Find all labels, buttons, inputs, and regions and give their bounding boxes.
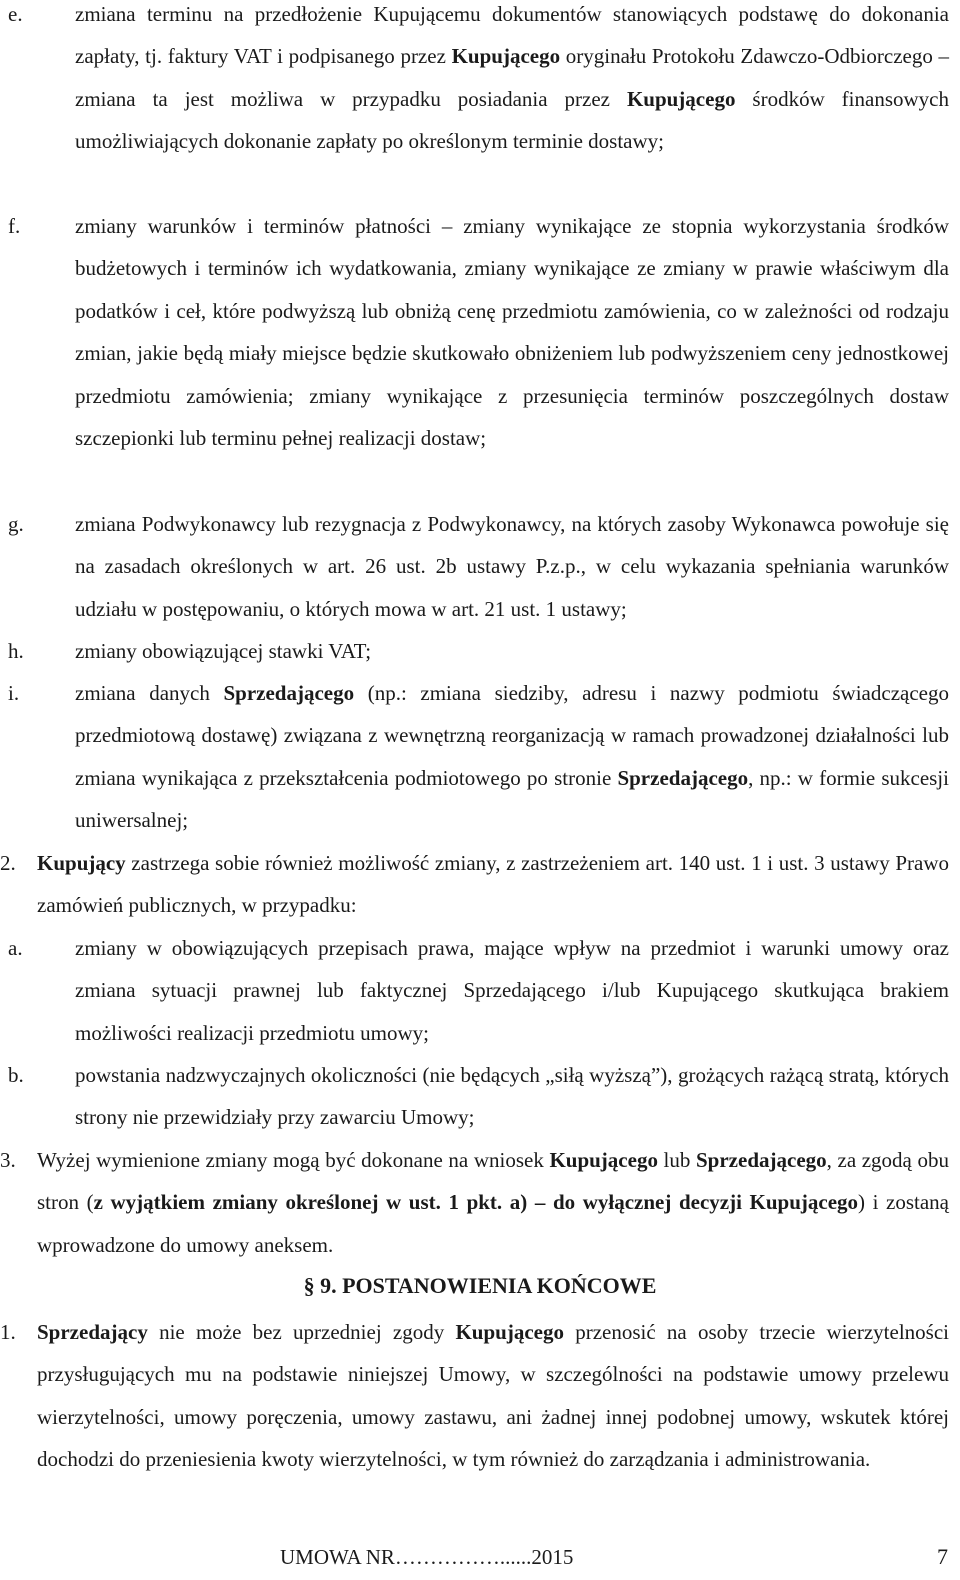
text-run: zmiana terminu na przedłożenie Kupującemu dokumentów stanowiących podstawę do dokonania zapłaty, tj. faktury VAT i podpisanego przez (75, 2, 949, 69)
text-run: powstania nadzwyczajnych okoliczności (nie będących „siłą wyższą”), grożących rażącą stratą, których strony nie przewidziały przy zawarciu Umowy; (75, 1063, 949, 1130)
text-run: ) i zostaną wprowadzone do umowy aneksem. (37, 1190, 949, 1257)
section-heading: § 9. POSTANOWIENIA KOŃCOWE (303, 1273, 657, 1298)
text-run: zastrzega sobie również możliwość zmiany, z zastrzeżeniem art. 140 ust. 1 i ust. 3 ustawy Prawo zamówień publicznych, w przypadku: (37, 851, 949, 918)
text-run: zmiana Podwykonawcy lub rezygnacja z Podwykonawcy, na których zasoby Wykonawca powołuje się na zasadach określonych w art. 26 ust. 2b ustawy P.z.p., w celu wykazania spełniania warunków udziału w postępowaniu, o których mowa w art. 21 ust. 1 ustawy; (75, 512, 949, 621)
list-item-label: 3. (0, 1148, 16, 1172)
list-item-label: 2. (0, 851, 16, 875)
bold-text-run: Sprzedającego (617, 765, 749, 790)
list-item-text (75, 927, 949, 1054)
list-item-label: f. (8, 214, 21, 238)
text-run: lub (657, 1148, 696, 1172)
text-run: zmiany warunków i terminów płatności – zmiany wynikające ze stopnia wykorzystania środków budżetowych i terminów ich wydatkowania, zmiany wynikające ze zmiany w prawie właściwym dla podatków i ceł, które podwyższą lub obniżą cenę przedmiotu zamówienia, co w zależności od rodzaju zmian, jakie będą miały miejsce będzie skutkowało obniżeniem lub podwyższeniem ceny jednostkowej przedmiotu zamówienia; zmiany wynikające z przesunięcia terminów poszczególnych dostaw szczepionki lub terminu pełnej realizacji dostaw; (75, 214, 949, 451)
list-item-text (37, 1139, 949, 1266)
list-item-label: 1. (0, 1320, 16, 1344)
list-item-text (37, 842, 949, 927)
bold-text-run: Kupującego (626, 86, 736, 111)
text-run: Wyżej wymienione zmiany mogą być dokonane na wniosek (37, 1148, 550, 1172)
list-item-label: g. (8, 512, 24, 536)
footer-document-reference: UMOWA NR……………......2015 (280, 1545, 574, 1569)
bold-text-run: Kupującego (451, 44, 561, 69)
text-run: oryginału Protokołu Zdawczo-Odbiorczego – zmiana ta jest możliwa w przypadku posiadania przez (75, 44, 949, 111)
list-item-label: b. (8, 1063, 24, 1087)
text-run: , np.: w formie sukcesji uniwersalnej; (75, 765, 949, 833)
bold-text-run: Sprzedającego (696, 1148, 827, 1172)
list-item-text (75, 0, 949, 163)
text-run: zmiana danych (75, 681, 224, 705)
bold-text-run: z wyjątkiem zmiany określonej w ust. 1 pkt. a) – do wyłącznej decyzji Kupującego (93, 1190, 859, 1215)
list-item-text (37, 1311, 949, 1481)
text-run: środków finansowych umożliwiających dokonanie zapłaty po określonym terminie dostawy; (75, 86, 949, 154)
bold-text-run: Sprzedający (37, 1320, 148, 1344)
list-item-text (75, 630, 949, 672)
text-run: zmiany w obowiązujących przepisach prawa, mające wpływ na przedmiot i warunki umowy oraz zmiana sytuacji prawnej lub faktycznej Sprzedającego i/lub Kupującego skutkująca brakiem możliwości realizacji przedmiotu umowy; (75, 936, 949, 1045)
bold-text-run: Kupującego (549, 1148, 658, 1172)
list-item-label: a. (8, 936, 23, 960)
list-item-label: e. (8, 2, 23, 26)
text-run: zmiany obowiązującej stawki VAT; (75, 639, 372, 663)
page-number: 7 (937, 1544, 948, 1569)
text-run: przenosić na osoby trzecie wierzytelności przysługujących mu na podstawie niniejszej Umowy, w szczególności na podstawie umowy przelewu wierzytelności, umowy poręczenia, umowy zastawu, ani żadnej innej podobnej umowy, wskutek której dochodzi do przeniesienia kwoty wierzytelności, w tym również do zarządzania i administrowania. (37, 1320, 949, 1472)
list-item-text (75, 672, 949, 842)
list-item-label: i. (8, 681, 20, 705)
list-item-text (75, 1054, 949, 1139)
text-run: (np.: zmiana siedziby, adresu i nazwy podmiotu świadczącego przedmiotową dostawę) związana z wewnętrzną reorganizacją w ramach prowadzonej działalności lub zmiana wynikająca z przekształcenia podmiotowego po stronie (75, 681, 949, 790)
bold-text-run: Kupującego (455, 1320, 564, 1344)
list-item-text (75, 205, 949, 459)
bold-text-run: Kupujący (37, 851, 126, 875)
list-item-label: h. (8, 639, 24, 663)
text-run: nie może bez uprzedniej zgody (147, 1320, 456, 1344)
list-item-text (75, 503, 949, 630)
bold-text-run: Sprzedającego (223, 681, 355, 705)
text-run: , za zgodą obu stron ( (37, 1148, 949, 1215)
